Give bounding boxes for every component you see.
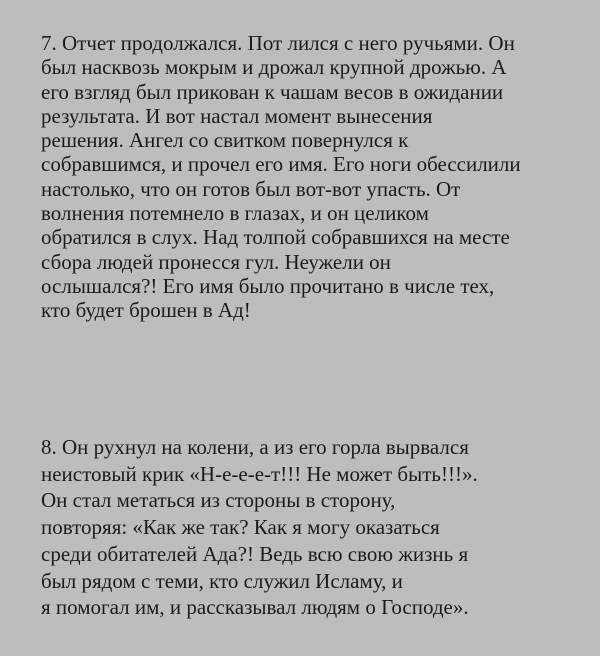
text-line: 8. Он рухнул на колени, а из его горла вырвался bbox=[41, 435, 469, 459]
text-line: обратился в слух. Над толпой собравшихся на месте bbox=[41, 225, 510, 250]
text-line: кто будет брошен в Ад! bbox=[41, 298, 251, 323]
text-line: неистовый крик «Н-е-е-е-т!!! Не может быть!!!». bbox=[41, 461, 478, 486]
text-line: был рядом с теми, кто служил Исламу, и bbox=[41, 568, 403, 593]
text-line: настолько, что он готов был вот-вот упасть. От bbox=[41, 176, 461, 201]
text-line: Он стал метаться из стороны в сторону, bbox=[41, 488, 396, 513]
text-line: собравшимся, и прочел его имя. Его ноги обессилили bbox=[41, 152, 521, 177]
text-line: решения. Ангел со свитком повернулся к bbox=[41, 128, 409, 153]
text-line: повторяя: «Как же так? Как я могу оказаться bbox=[41, 515, 440, 540]
text-line: результата. И вот настал момент вынесения bbox=[41, 103, 433, 128]
paragraph-8 bbox=[41, 434, 566, 621]
text-line: был насквозь мокрым и дрожал крупной дрожью. А bbox=[41, 55, 507, 80]
text-line: его взгляд был прикован к чашам весов в ожидании bbox=[41, 79, 504, 104]
paragraph-7 bbox=[41, 31, 566, 323]
text-line: 7. Отчет продолжался. Пот лился с него ручьями. Он bbox=[41, 31, 515, 55]
text-line: я помогал им, и рассказывал людям о Господе». bbox=[41, 595, 469, 620]
text-line: ослышался?! Его имя было прочитано в числе тех, bbox=[41, 273, 495, 298]
text-line: сбора людей пронесся гул. Неужели он bbox=[41, 249, 391, 274]
text-line: среди обитателей Ада?! Ведь всю свою жизнь я bbox=[41, 541, 469, 566]
text-line: волнения потемнело в глазах, и он целиком bbox=[41, 201, 429, 226]
